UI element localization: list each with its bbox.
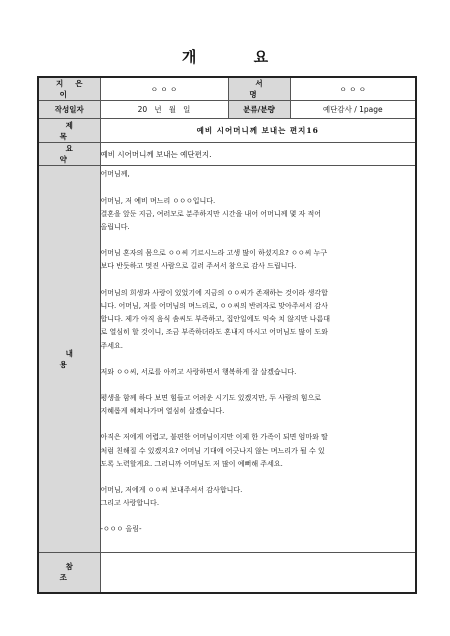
date-label: 작성일자 [38, 101, 100, 119]
letter-body [100, 166, 416, 553]
signature-label: 서 명 [228, 77, 290, 101]
category-label: 분류/분량 [228, 101, 290, 119]
page-title: 개 요 [181, 48, 295, 66]
letter-paragraph: 어머님, 저 예비 며느리 ㅇㅇㅇ입니다. 결혼을 앞둔 지금, 여러모로 분주하지만 시간을 내어 어머니께 몇 자 적어 올립니다. [100, 196, 322, 232]
summary-label: 요 약 [38, 143, 100, 166]
letter-paragraph: 어머님의 희생과 사랑이 있었기에 지금의 ㅇㅇ씨가 존재하는 것이라 생각합 니다. 어머님, 저를 어머님의 며느리로, ㅇㅇ씨의 반려자로 맞아주셔서 감사 합니다. 제가 아직 음식 솜씨도 부족하고, 집안일에도 익숙 치 않지만 나름대 로 열심히 할 것이니, 조금 부족하더라도 혼내지 마시고 어머님도 많이 도와 주세요. [100, 288, 331, 350]
letter-paragraph: 어머님, 저에게 ㅇㅇ씨 보내주셔서 감사합니다. 그리고 사랑합니다. [100, 485, 243, 508]
summary-value: 예비 시어머니께 보내는 예단편지. [100, 143, 416, 166]
reference-value [100, 553, 416, 593]
letter-signoff: -ㅇㅇㅇ 올림- [100, 525, 142, 534]
content-label: 내 용 [38, 166, 100, 553]
author-value: ㅇ ㅇ ㅇ [100, 77, 228, 101]
subject-value: 예비 시어머니께 보내는 편지16 [100, 119, 416, 143]
date-value: 20 년 월 일 [100, 101, 228, 119]
letter-paragraph: 어머님 혼자의 몸으로 ㅇㅇ씨 기르시느라 고생 많이 하셨지요? ㅇㅇ씨 누구 보다 반듯하고 멋진 사람으로 길러 주셔서 참으로 감사 드립니다. [100, 249, 328, 271]
letter-paragraph: 저와 ㅇㅇ씨, 서로를 아끼고 사랑하면서 행복하게 잘 살겠습니다. [100, 367, 297, 376]
category-value: 예단감사 / 1page [290, 101, 416, 119]
letter-paragraph: 어머님께, [100, 170, 130, 179]
subject-label: 제 목 [38, 119, 100, 143]
letter-paragraph: 아직은 저에게 어렵고, 불편한 어머님이지만 이제 한 가족이 되면 엄마와 딸 처럼 친해질 수 있겠지요? 어머님 기대에 어긋나지 않는 며느리가 될 수 있 도록 노력할게요. 그러니까 어머님도 저 많이 예뻐해 주세요. [100, 433, 328, 468]
letter-paragraph: 평생을 함께 하다 보면 힘들고 어려운 시기도 있겠지만, 두 사람의 힘으로 지혜롭게 헤쳐나가며 열심히 살겠습니다. [100, 393, 322, 416]
document-table [37, 76, 417, 594]
signature-value: ㅇ ㅇ ㅇ [290, 77, 416, 101]
reference-label: 참 조 [38, 553, 100, 593]
author-label: 지은이 [38, 77, 100, 101]
